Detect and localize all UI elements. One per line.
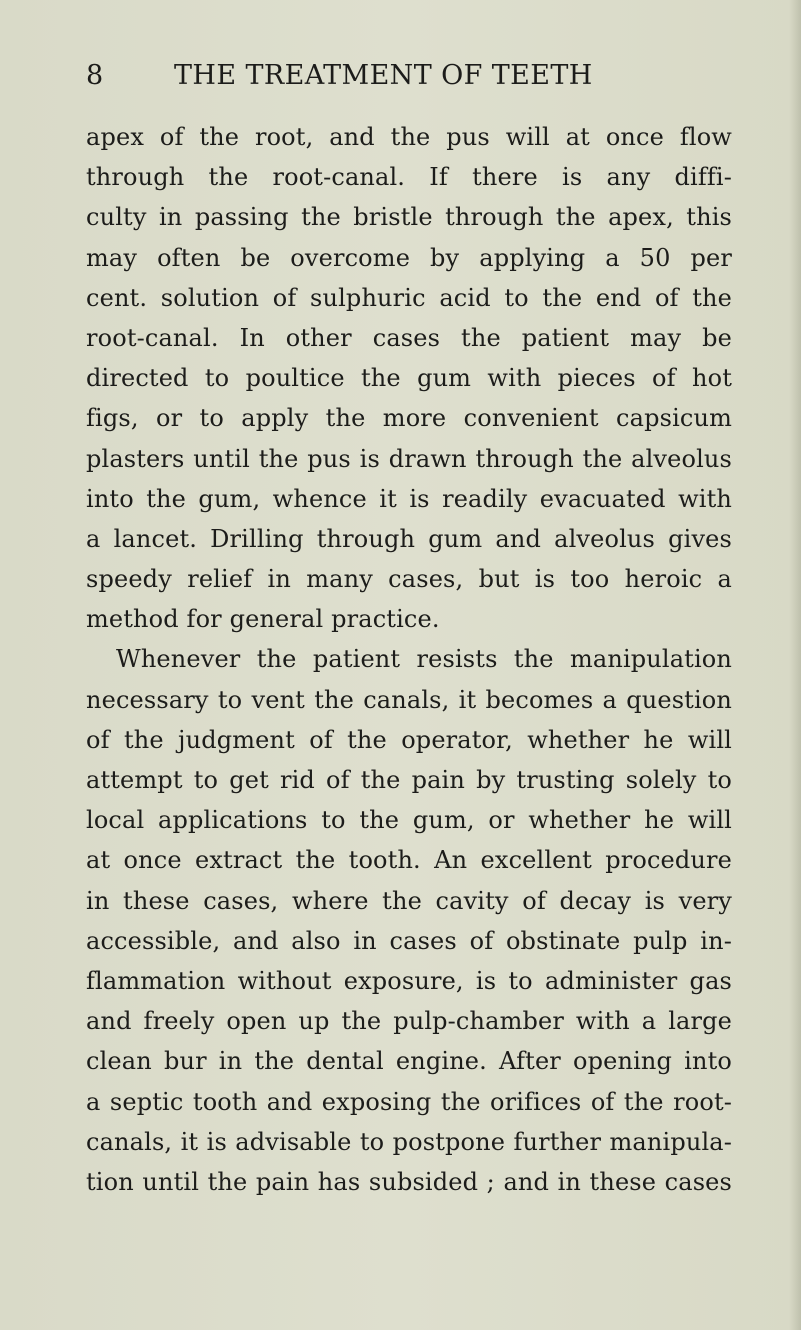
text-line: speedy relief in many cases, but is too heroic a xyxy=(86,565,732,594)
text-line: figs, or to apply the more convenient capsicum xyxy=(86,404,732,433)
text-line: in these cases, where the cavity of decay is very xyxy=(86,886,732,915)
text-line: a septic tooth and exposing the orifices of the root- xyxy=(86,1087,732,1116)
text-line: at once extract the tooth. An excellent procedure xyxy=(86,846,732,875)
text-line: local applications to the gum, or whether he will xyxy=(86,806,732,835)
text-line: flammation without exposure, is to administer gas xyxy=(86,966,732,995)
text-line: into the gum, whence it is readily evacuated with xyxy=(86,484,732,513)
text-line: cent. solution of sulphuric acid to the end of the xyxy=(86,283,732,312)
text-line: apex of the root, and the pus will at once flow xyxy=(86,123,732,151)
text-line: root-canal. In other cases the patient may be xyxy=(86,323,732,352)
text-line: Whenever the patient resists the manipulation xyxy=(116,645,732,674)
text-line: a lancet. Drilling through gum and alveolus gives xyxy=(86,524,732,553)
text-line: directed to poultice the gum with pieces of hot xyxy=(86,364,732,393)
running-head xyxy=(86,60,736,100)
text-line: clean bur in the dental engine. After opening into xyxy=(86,1047,732,1076)
text-line: culty in passing the bristle through the apex, this xyxy=(86,203,732,232)
text-line: through the root-canal. If there is any diffi- xyxy=(86,163,732,192)
text-line: may often be overcome by applying a 50 per xyxy=(86,243,732,272)
text-line: necessary to vent the canals, it becomes a question xyxy=(86,685,732,714)
text-line: of the judgment of the operator, whether he will xyxy=(86,725,732,754)
text-line: accessible, and also in cases of obstinate pulp in- xyxy=(86,926,732,955)
body-text xyxy=(86,117,732,1202)
text-line: plasters until the pus is drawn through the alveolus xyxy=(86,444,732,473)
running-title: THE TREATMENT OF TEETH xyxy=(174,60,593,91)
text-line: tion until the pain has subsided ; and in these cases xyxy=(86,1167,732,1196)
page-number: 8 xyxy=(86,60,104,91)
text-line: method for general practice. xyxy=(86,605,440,634)
text-line: canals, it is advisable to postpone further manipula- xyxy=(86,1127,732,1156)
page-edge-shadow xyxy=(789,0,801,1330)
text-line: attempt to get rid of the pain by trusting solely to xyxy=(86,766,732,794)
text-line: and freely open up the pulp-chamber with a large xyxy=(86,1007,732,1036)
